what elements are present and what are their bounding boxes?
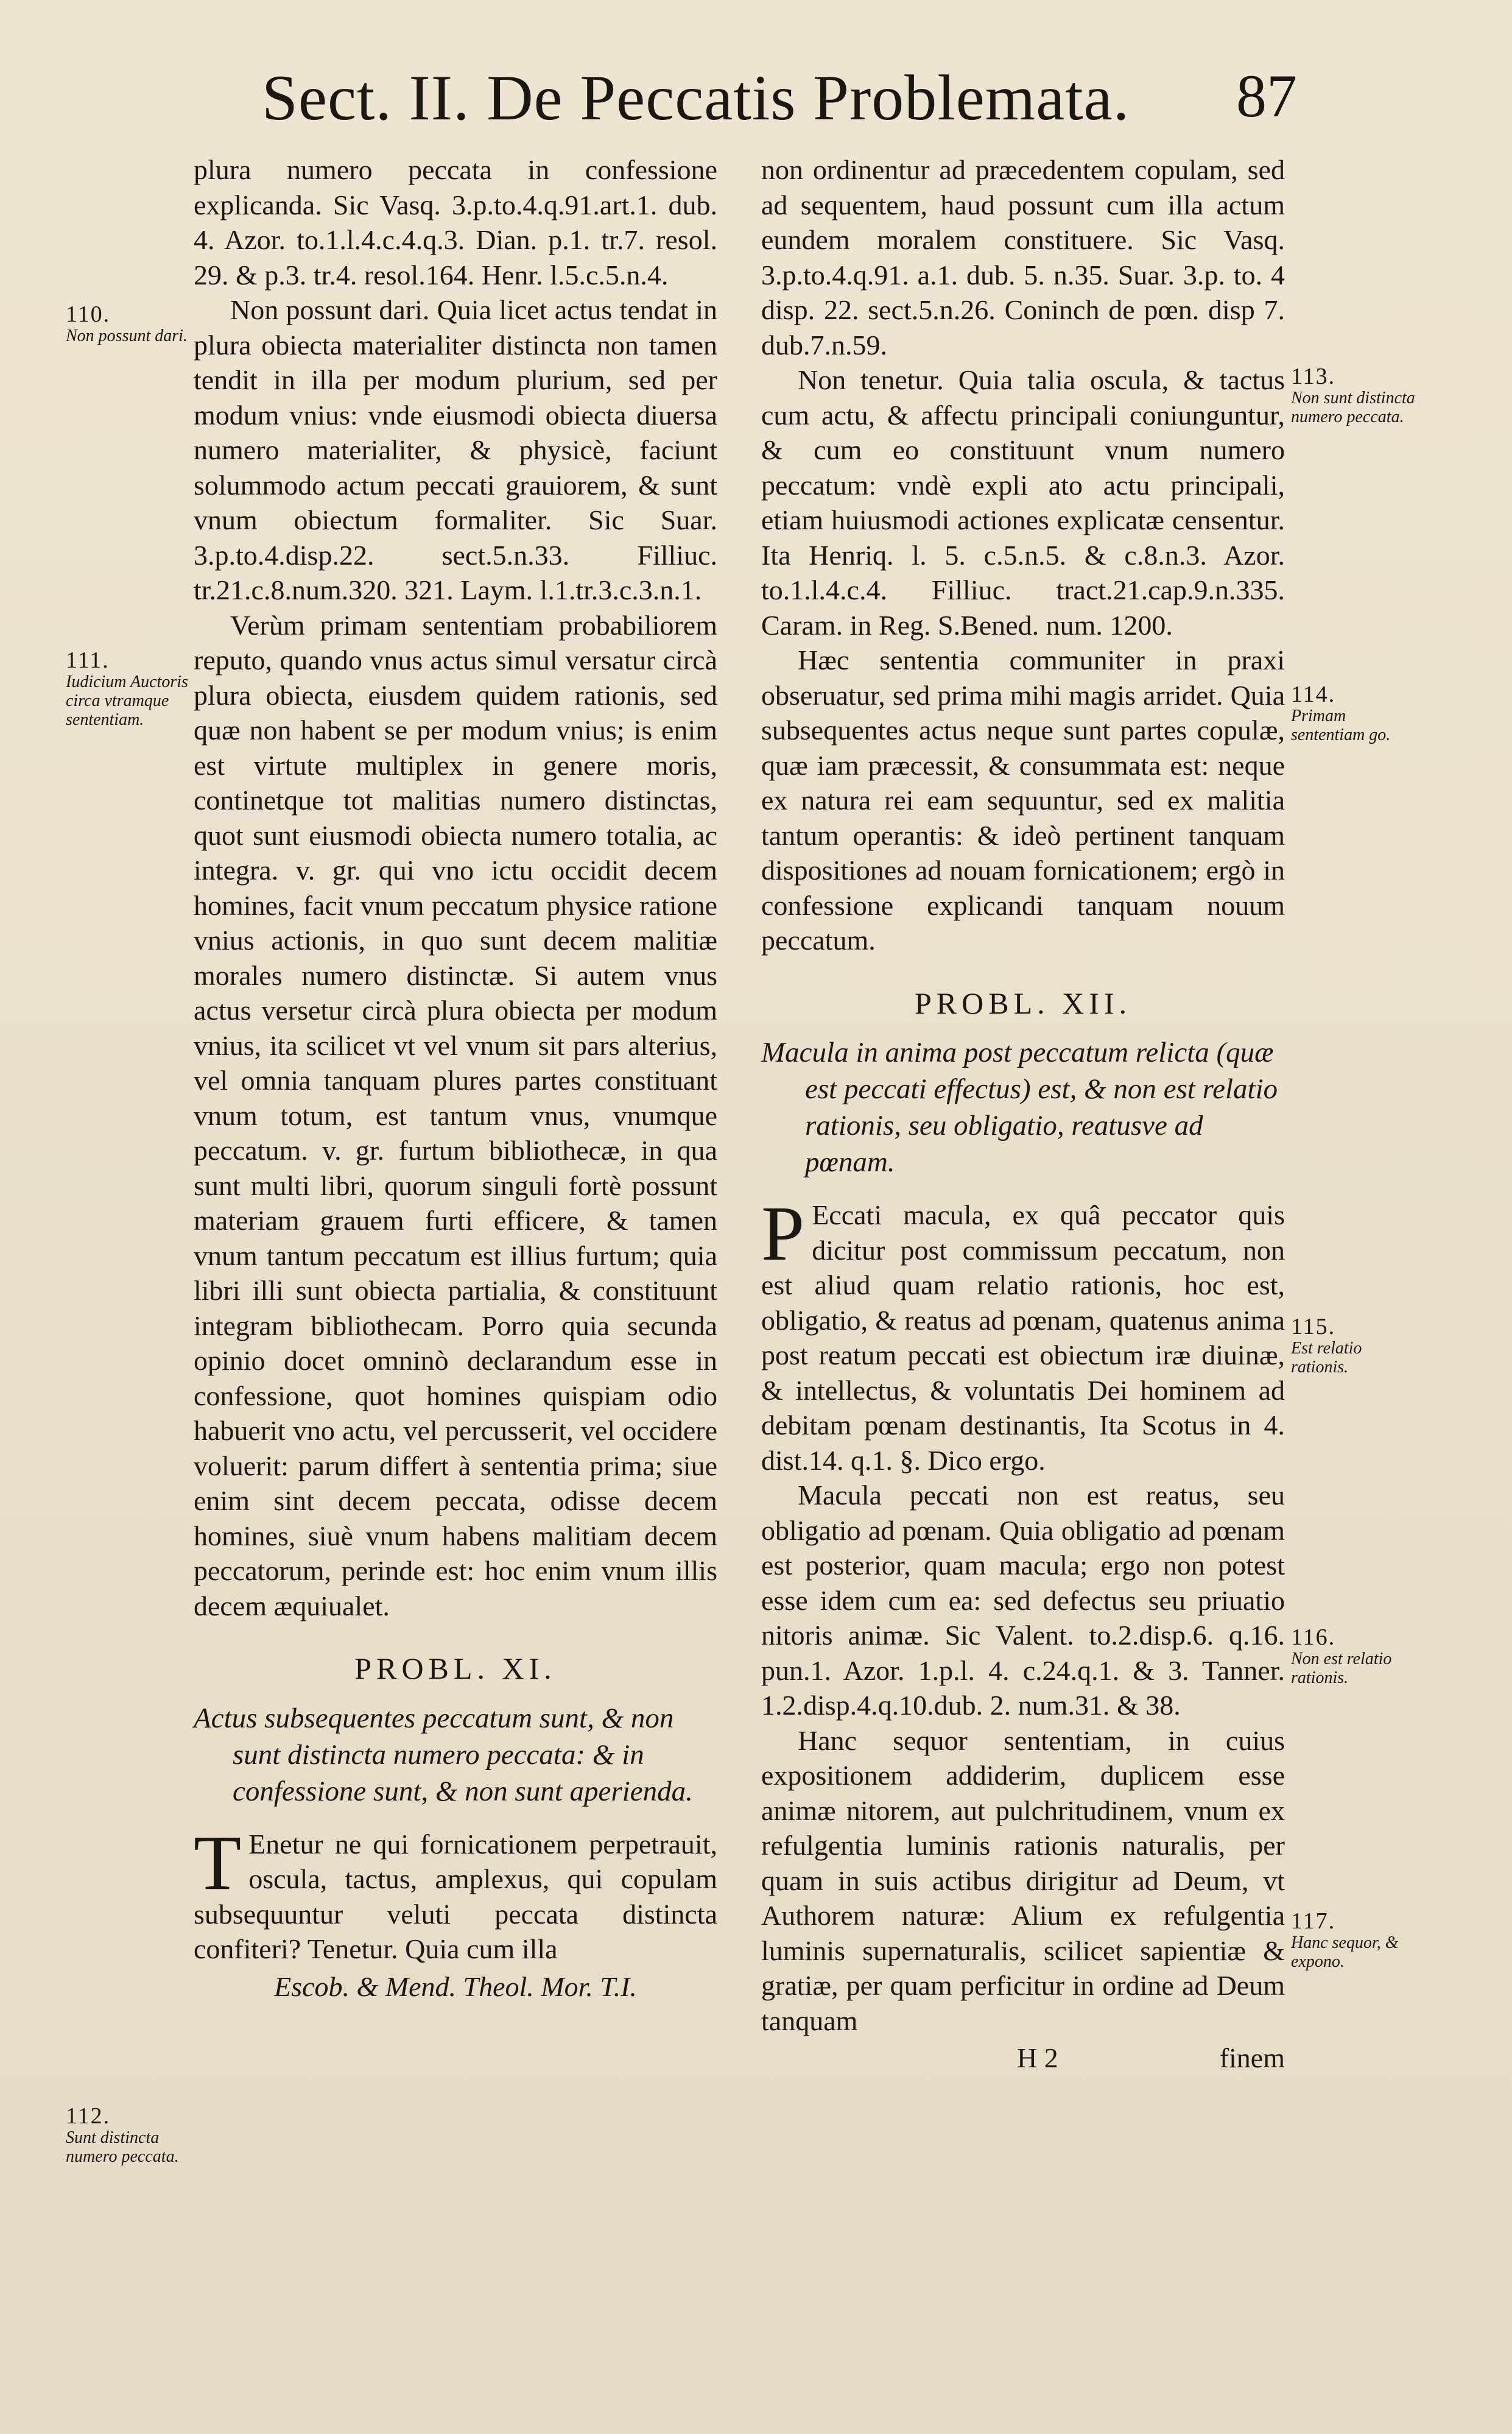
margin-note-number: 111. <box>66 647 110 673</box>
paragraph-with-dropcap <box>194 1819 717 1967</box>
paragraph: Verùm primam sententiam probabiliorem reputo, quando vnus actus simul versatur circà plura obiecta, eiusdem quidem rationis, sed quæ non habent se per modum vnius; is enim est virtute multiplex in genere moris, continetque tot malitias numero distinctas, quot sunt eiusmodi obiecta numero totalia, ac integra. v. gr. qui vno ictu occidit decem homines, facit vnum peccatum physice ratione vnius actionis, in quo sunt decem malitiæ morales numero distinctæ. Si autem vnus actus versetur circà plura obiecta per modum vnius, ita scilicet vt vel vnum sit pars alterius, vel omnia tanquam plures partes constituant vnum totum, est tantum vnus, vnumque peccatum. v. gr. furtum bibliothecæ, in qua sunt multi libri, quorum singuli fortè possunt materiam grauem furti efficere, & tamen vnum tantum peccatum est illius furtum; quia libri illi sunt obiecta partialia, & constituunt integram bibliothecam. Porro quia secunda opinio docet omninò declarandum esse in confessione, quot homines quispiam odio habuerit vno actu, vel percusserit, vel occidere voluerit: parum differt à sententia prima; siue enim sint decem peccata, odisse decem homines, siuè vnum habens malitiam decem peccatorum, perinde est: hoc enim vnum illis decem æquiualet. <box>194 609 717 1621</box>
paragraph-text: Enetur ne qui fornicationem perpetrauit, oscula, tactus, amplexus, qui copulam subsequuntur veluti peccata distincta confiteri? Tenetur. Quia cum illa <box>194 1828 717 1964</box>
drop-cap: T <box>194 1819 242 1906</box>
drop-cap: P <box>761 1190 805 1277</box>
paragraph-with-dropcap <box>761 1190 1285 1478</box>
running-header <box>262 61 1297 152</box>
margin-note <box>1291 1625 1419 1687</box>
margin-note <box>1291 1909 1419 1971</box>
margin-note-text: Sunt distincta numero peccata. <box>66 2128 179 2166</box>
margin-note <box>1291 682 1419 744</box>
margin-note-number: 115. <box>1291 1314 1336 1339</box>
right-column <box>761 152 1285 2260</box>
paragraph: Non possunt dari. Quia licet actus tendat in plura obiecta materialiter distincta non tamen tendit in illa per modum plurium, sed per modum vnius: vnde eiusmodi obiecta diuersa numero materialiter, & physicè, faciunt solummodo actum peccati grauiorem, & sunt vnum obiectum formaliter. Sic Suar. 3.p.to.4.disp.22. sect.5.n.33. Filliuc. tr.21.c.8.num.320. 321. Laym. l.1.tr.3.c.3.n.1. <box>194 294 717 605</box>
catchword: finem <box>1219 2042 1285 2073</box>
margin-note-number: 114. <box>1291 682 1336 707</box>
margin-note-text: Hanc sequor, & expono. <box>1291 1933 1399 1971</box>
left-column <box>194 152 717 2260</box>
margin-note-text: Non est relatio rationis. <box>1291 1649 1392 1687</box>
paragraph: Hanc sequor sententiam, in cuius expositionem addiderim, duplicem esse animæ nitorem, aut pulchritudinem, vnum ex refulgentia luminis rationis naturalis, per quam in suis actibus dirigitur ad Deum, vt Authorem naturæ: Alium ex refulgentia luminis supernaturalis, scilicet sapientiæ & gratiæ, per quam perficitur in ordine ad Deum tanquam <box>761 1724 1285 2036</box>
margin-note-number: 110. <box>66 302 111 327</box>
margin-note <box>66 648 194 729</box>
margin-note <box>1291 1314 1419 1377</box>
paragraph-text: Eccati macula, ex quâ peccator quis dicitur post commissum peccatum, non est aliud quam relatio rationis, hoc est, obligatio, & reatus ad pœnam, quatenus anima post reatum peccati est obiectum iræ diuinæ, & intellectus, & voluntatis Dei hominem ad debitam pœnam destinantis, Ita Scotus in 4. dist.14. q.1. §. Dico ergo. <box>761 1199 1285 1476</box>
margin-note-text: Est relatio rationis. <box>1291 1339 1362 1377</box>
page-footer: Escob. & Mend. Theol. Mor. T.I. <box>274 1970 637 2002</box>
page-title: Sect. II. De Peccatis Problemata. <box>262 62 1130 133</box>
problem-thesis: Actus subsequentes peccatum sunt, & non sunt distincta numero peccata: & in confessione sunt, & non sunt aperienda. <box>194 1702 693 1807</box>
problem-heading: PROBL. XII. <box>914 986 1132 1020</box>
margin-note <box>1291 364 1419 426</box>
margin-note <box>66 302 194 345</box>
margin-note-number: 112. <box>66 2103 111 2129</box>
margin-note <box>66 2104 194 2166</box>
margin-note-text: Non possunt dari. <box>66 326 188 345</box>
signature-line <box>761 2041 1285 2077</box>
signature-mark: H 2 <box>1017 2042 1058 2073</box>
margin-note-text: Non sunt distincta numero peccata. <box>1291 389 1415 426</box>
margin-note-text: Primam sententiam go. <box>1291 707 1391 744</box>
paragraph: Hæc sententia communiter in praxi obseruatur, sed prima mihi magis arridet. Quia subsequentes actus neque sunt partes copulæ, quæ iam præcessit, & consummata est: neque ex natura rei eam sequuntur, sed ex malitia tantum operantis: & ideò pertinent tanquam dispositiones ad nouam fornicationem; ergò in confessione explicandi tanquam nouum peccatum. <box>761 644 1285 956</box>
problem-heading: PROBL. XI. <box>354 1651 557 1685</box>
paragraph: non ordinentur ad præcedentem copulam, sed ad sequentem, haud possunt cum illa actum eundem moralem constituere. Sic Vasq. 3.p.to.4.q.91. a.1. dub. 5. n.35. Suar. 3.p. to. 4 disp. 22. sect.5.n.26. Coninch de pœn. disp 7. dub.7.n.59. <box>761 154 1285 361</box>
paragraph: Non tenetur. Quia talia oscula, & tactus cum actu, & affectu principali coniunguntur, & cum eo constituunt vnum numero peccatum: vndè expli ato actu principali, etiam huiusmodi actiones explicatæ censentur. Ita Henriq. l. 5. c.5.n.5. & c.8.n.3. Azor. to.1.l.4.c.4. Filliuc. tract.21.cap.9.n.335. Caram. in Reg. S.Bened. num. 1200. <box>761 364 1285 641</box>
margin-note-text: Iudicium Auctoris circa vtramque sententiam. <box>66 672 188 729</box>
paragraph: plura numero peccata in confessione explicanda. Sic Vasq. 3.p.to.4.q.91.art.1. dub. 4. Azor. to.1.l.4.c.4.q.3. Dian. p.1. tr.7. resol. 29. & p.3. tr.4. resol.164. Henr. l.5.c.5.n.4. <box>194 154 717 291</box>
margin-note-number: 113. <box>1291 364 1336 389</box>
problem-thesis: Macula in anima post peccatum relicta (quæ est peccati effectus) est, & non est relatio rationis, seu obligatio, reatusve ad pœnam. <box>761 1037 1278 1178</box>
margin-note-number: 116. <box>1291 1624 1336 1650</box>
paragraph: Macula peccati non est reatus, seu obligatio ad pœnam. Quia obligatio ad pœnam est posterior, quam macula; ergo non potest esse idem cum ea: sed defectus seu priuatio nitoris animæ. Sic Valent. to.2.disp.6. q.16. pun.1. Azor. 1.p.l. 4. c.24.q.1. & 3. Tanner. 1.2.disp.4.q.10.dub. 2. num.31. & 38. <box>761 1480 1285 1721</box>
margin-note-number: 117. <box>1291 1908 1336 1934</box>
page-number: 87 <box>1236 62 1297 130</box>
